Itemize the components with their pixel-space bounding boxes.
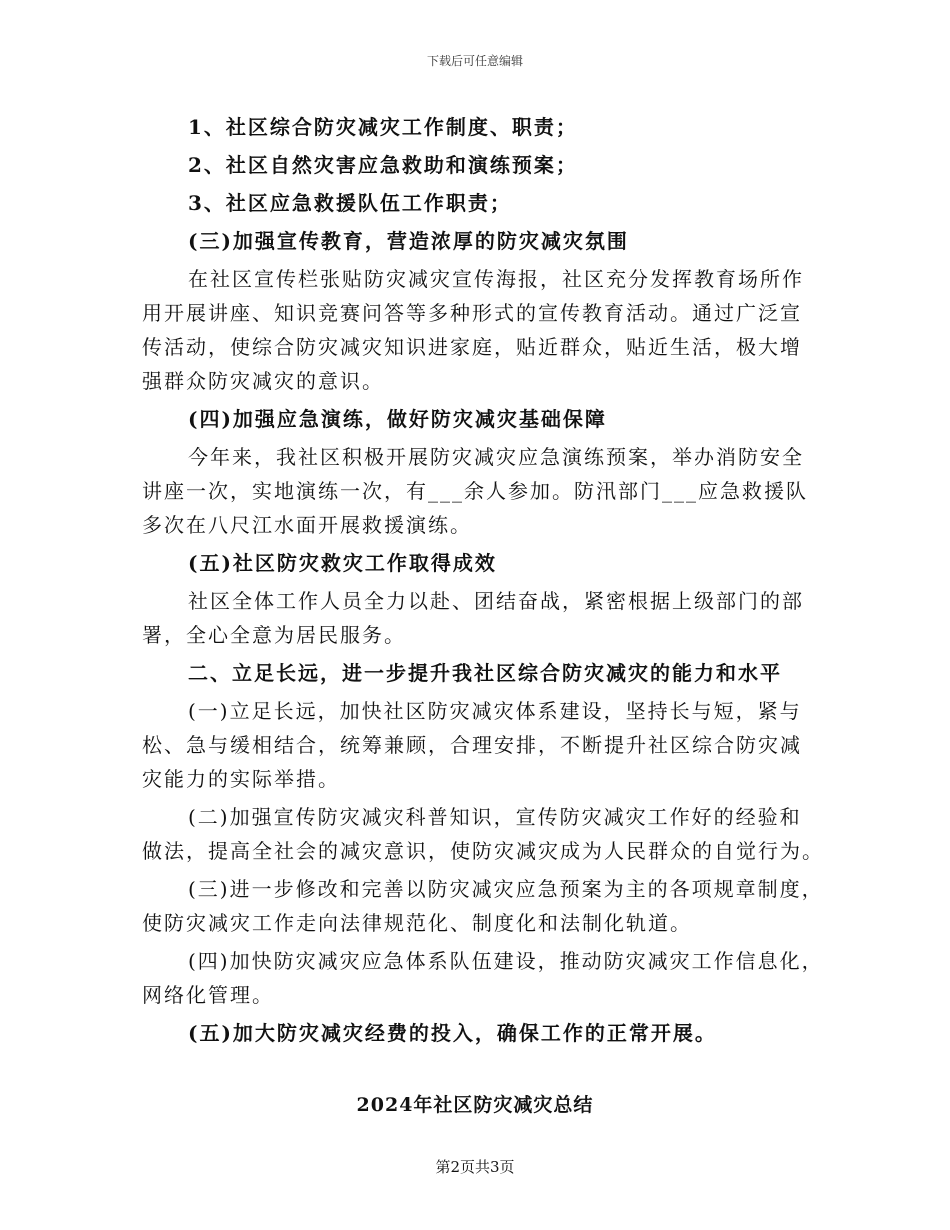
paragraph-line: 使防灾减灾工作走向法律规范化、制度化和法制化轨道。 [142,911,692,935]
part-heading: 二、立足长远，进一步提升我社区综合防灾减灾的能力和水平 [188,661,782,685]
paragraph-line: 今年来，我社区积极开展防灾减灾应急演练预案，举办消防安全 [188,445,804,469]
paragraph-line: 传活动，使综合防灾减灾知识进家庭，贴近群众，贴近生活，极大增 [142,335,802,359]
paragraph-line: 做法，提高全社会的减灾意识，使防灾减灾成为人民群众的自觉行为。 [142,839,824,863]
paragraph-line: 强群众防灾减灾的意识。 [142,369,384,393]
list-item: 2、社区自然灾害应急救助和演练预案； [188,153,578,177]
paragraph-line: (三)进一步修改和完善以防灾减灾应急预案为主的各项规章制度， [188,877,824,901]
paragraph-line: 松、急与缓相结合，统筹兼顾，合理安排，不断提升社区综合防灾减 [142,733,802,757]
paragraph-line: 网络化管理。 [142,983,274,1007]
page-footer: 第2页共3页 [435,1158,515,1176]
paragraph-line: 灾能力的实际举措。 [142,767,340,791]
paragraph-line: 署，全心全意为居民服务。 [142,623,406,647]
paragraph-line: (二)加强宣传防灾减灾科普知识，宣传防灾减灾工作好的经验和 [188,805,802,829]
paragraph-line: (五)加大防灾减灾经费的投入，确保工作的正常开展。 [188,1021,717,1045]
paragraph-line: 社区全体工作人员全力以赴、团结奋战，紧密根据上级部门的部 [188,589,804,613]
section-heading: (五)社区防灾救灾工作取得成效 [188,551,497,575]
list-item: 3、社区应急救援队伍工作职责； [188,191,512,215]
paragraph-line: 在社区宣传栏张贴防灾减灾宣传海报，社区充分发挥教育场所作 [188,267,804,291]
list-item: 1、社区综合防灾减灾工作制度、职责； [188,115,578,139]
paragraph-line: 讲座一次，实地演练一次，有___余人参加。防汛部门___应急救援队 [142,479,808,503]
paragraph-line: 多次在八尺江水面开展救援演练。 [142,513,472,537]
document-title: 2024年社区防灾减灾总结 [356,1094,594,1116]
section-heading: (四)加强应急演练，做好防灾减灾基础保障 [188,407,607,431]
section-heading: (三)加强宣传教育，营造浓厚的防灾减灾氛围 [188,229,629,253]
paragraph-line: (一)立足长远，加快社区防灾减灾体系建设，坚持长与短，紧与 [188,699,802,723]
paragraph-line: 用开展讲座、知识竞赛问答等多种形式的宣传教育活动。通过广泛宣 [142,301,802,325]
paragraph-line: (四)加快防灾减灾应急体系队伍建设，推动防灾减灾工作信息化， [188,949,824,973]
document-body [142,110,824,1050]
page-header: 下载后可任意编辑 [426,54,523,68]
